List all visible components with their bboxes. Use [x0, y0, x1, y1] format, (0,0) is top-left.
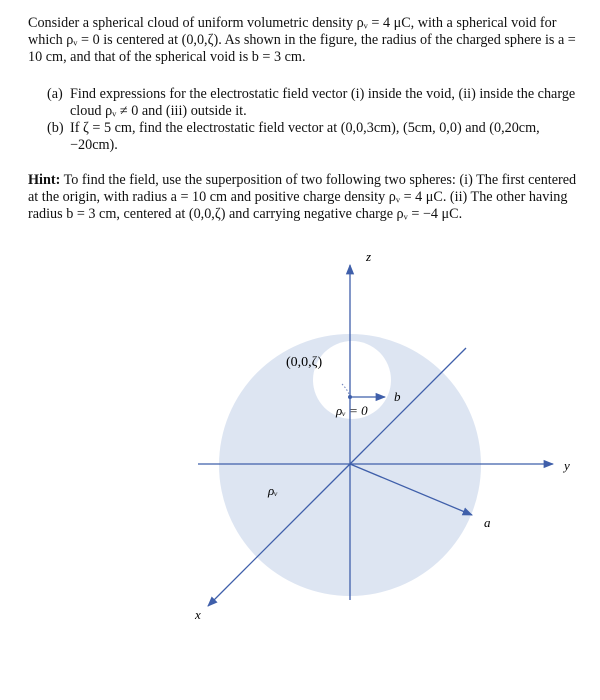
hint-label: Hint:	[28, 172, 61, 188]
sphere-radius-label: a	[484, 515, 491, 530]
y-axis-label: y	[564, 458, 570, 473]
x-axis-label: x	[195, 607, 201, 622]
z-axis-label: z	[366, 249, 372, 264]
hint-text: To find the field, use the superposition of two following two spheres: (i) The first centered at the origin, with radius a = 10 cm and positive charge density ρᵥ = 4 μC. (ii) The other having radius b = 3 cm, centered at (0,0,ζ) and carrying negative charge ρᵥ = −4 μC.	[28, 172, 577, 222]
part-a-text: Find expressions for the electrostatic field vector (i) inside the void, (ii) inside the charge cloud ρᵥ ≠ 0 and (iii) outside it.	[70, 86, 576, 119]
void-radius-label: b	[394, 389, 401, 404]
void-center-dot	[348, 395, 352, 399]
void-center-label: (0,0,ζ)	[286, 355, 323, 370]
void-density-label: ρᵥ = 0	[336, 403, 368, 418]
part-b-text: If ζ = 5 cm, find the electrostatic field vector at (0,0,3cm), (5cm, 0,0) and (0,20cm, −20cm).	[70, 120, 540, 153]
cloud-density-label: ρᵥ	[268, 483, 278, 498]
intro-text: Consider a spherical cloud of uniform volumetric density ρᵥ = 4 μC, with a spherical void for which ρᵥ = 0 is centered at (0,0,ζ). As shown in the figure, the radius of the charged sphere is a = 10 cm, and that of the spherical void is b = 3 cm.	[28, 15, 576, 65]
part-a-label: (a)	[47, 86, 63, 102]
part-b-label: (b)	[47, 120, 64, 136]
